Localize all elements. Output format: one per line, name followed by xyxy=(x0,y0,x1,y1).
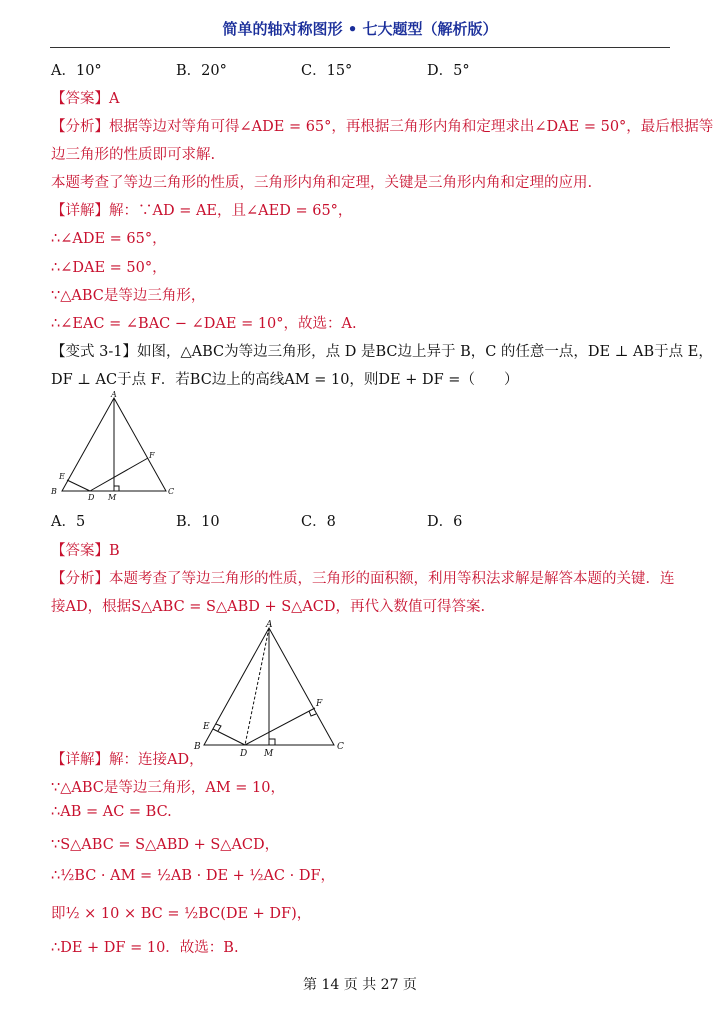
label-f: F xyxy=(149,451,155,460)
detail-line: ∵△ABC是等边三角形，AM = 10， xyxy=(51,780,286,796)
detail-line: ∴½BC · AM = ½AB · DE + ½AC · DF， xyxy=(51,868,336,884)
label-b: B xyxy=(51,487,57,496)
analysis-line: 本题考查了等边三角形的性质，三角形内角和定理，关键是三角形内角和定理的应用. xyxy=(51,175,593,191)
detail-line: ∴∠EAC = ∠BAC − ∠DAE = 10°，故选：A. xyxy=(51,316,357,332)
right-angle-mark xyxy=(269,739,275,745)
option-b: B．20° xyxy=(176,63,227,79)
detail-line: ∵△ABC是等边三角形， xyxy=(51,288,206,304)
option-b: B．10 xyxy=(176,514,220,530)
label-d: D xyxy=(240,749,248,759)
segment-df xyxy=(245,708,315,745)
detail-line: ∴∠ADE = 65°， xyxy=(51,231,167,247)
label-m: M xyxy=(108,493,117,502)
right-angle-mark-e xyxy=(216,724,221,731)
analysis-line: 【分析】本题考查了等边三角形的性质，三角形的面积额，利用等积法求解是解答本题的关键．连 xyxy=(51,571,675,587)
option-c: C．8 xyxy=(301,514,336,530)
option-a: A．5 xyxy=(51,514,86,530)
problem-line: DF ⊥ AC于点 F．若BC边上的高线AM = 10，则DE + DF =（ ） xyxy=(51,372,519,388)
analysis-line: 边三角形的性质即可求解. xyxy=(51,147,216,163)
detail-line: ∴∠DAE = 50°， xyxy=(51,260,167,276)
detail-line: ∴AB = AC = BC. xyxy=(51,804,172,820)
label-b: B xyxy=(194,742,201,752)
label-m: M xyxy=(264,749,274,759)
detail-line: ∴DE + DF = 10．故选：B. xyxy=(51,940,239,956)
right-angle-mark xyxy=(114,486,119,491)
option-d: D．6 xyxy=(427,514,463,530)
analysis-line: 【分析】根据等边对等角可得∠ADE = 65°，再根据三角形内角和定理求出∠DAE = 50°，最后根据等 xyxy=(51,119,714,135)
answer: 【答案】A xyxy=(51,91,120,107)
page-footer: 第 14 页 共 27 页 xyxy=(303,977,417,993)
triangle-figure-small xyxy=(48,392,178,502)
option-a: A．10° xyxy=(51,63,102,79)
label-e: E xyxy=(59,472,65,481)
segment-de xyxy=(67,480,90,491)
detail-line: ∵S△ABC = S△ABD + S△ACD， xyxy=(51,837,280,853)
problem-line: 【变式 3-1】如图，△ABC为等边三角形，点 D 是BC边上异于 B，C 的任意一点，DE ⊥ AB于点 E， xyxy=(51,344,713,360)
right-angle-mark-f xyxy=(309,711,316,716)
label-e: E xyxy=(203,722,210,732)
detail-line: 即½ × 10 × BC = ½BC(DE + DF)， xyxy=(51,906,312,922)
label-a: A xyxy=(111,390,117,399)
triangle-figure-large xyxy=(192,618,352,758)
analysis-line: 接AD，根据S△ABC = S△ABD + S△ACD，再代入数值可得答案. xyxy=(51,599,486,615)
option-d: D．5° xyxy=(427,63,470,79)
label-f: F xyxy=(316,699,323,709)
page-header: 简单的轴对称图形 • 七大题型（解析版） xyxy=(222,20,498,38)
label-a: A xyxy=(266,620,273,630)
label-d: D xyxy=(88,493,95,502)
label-c: C xyxy=(337,742,344,752)
detail-line: 【详解】解：∵AD = AE，且∠AED = 65°， xyxy=(51,203,353,219)
label-c: C xyxy=(168,487,175,496)
segment-ad xyxy=(245,628,269,745)
answer: 【答案】B xyxy=(51,543,120,559)
detail-line: 【详解】解：连接AD， xyxy=(51,752,204,768)
header-rule xyxy=(50,47,670,48)
option-c: C．15° xyxy=(301,63,353,79)
segment-de xyxy=(213,729,245,745)
